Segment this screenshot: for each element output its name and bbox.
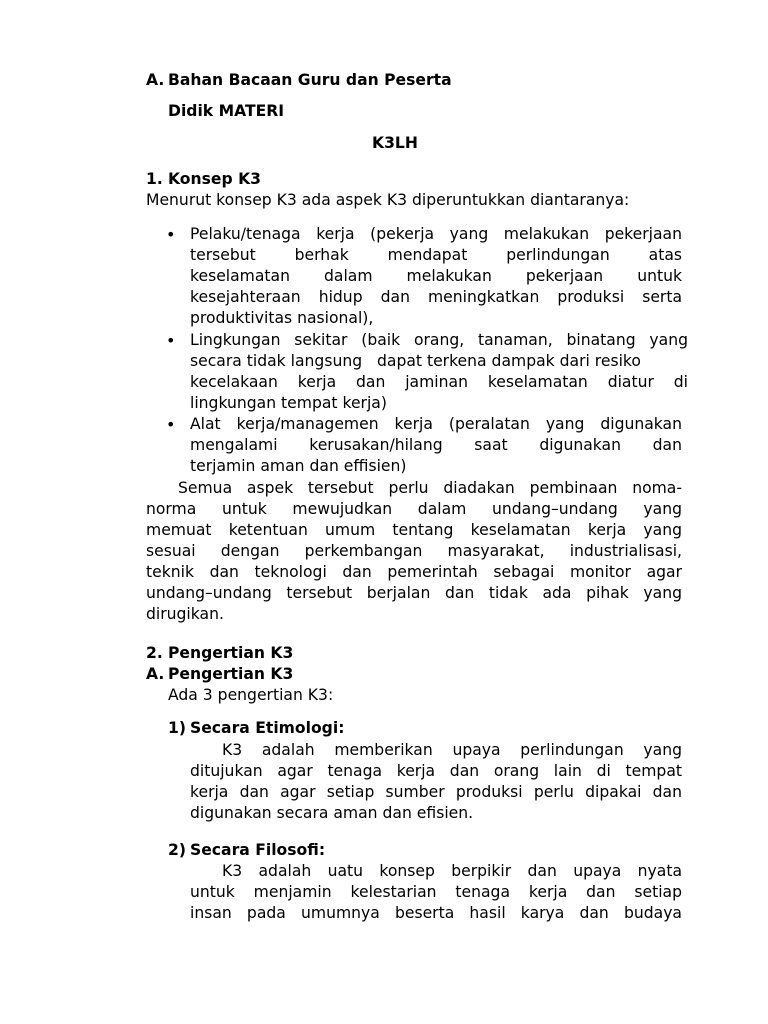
bullet2-line: secara tidak langsung dapat terkena dampak dari resiko (190, 352, 641, 370)
bullet2-line: Lingkungan sekitar (baik orang, tanaman, binatang yang (190, 331, 688, 349)
section1-intro: Menurut konsep K3 ada aspek K3 diperuntukkan diantaranya: (146, 191, 630, 209)
paragraph-line: teknik dan teknologi dan pemerintah sebagai monitor agar (146, 563, 682, 581)
item1-line: ditujukan agar tenaga kerja dan orang lain di tempat (190, 762, 682, 780)
section1-title: Konsep K3 (168, 170, 262, 188)
paragraph-line: norma untuk mewujudkan dalam undang–undang yang (146, 500, 682, 518)
heading-a-line1: Bahan Bacaan Guru dan Peserta (168, 71, 452, 89)
item2-title: Secara Filosofi: (190, 841, 326, 859)
bullet1-line: keselamatan dalam melakukan pekerjaan untuk (190, 267, 682, 285)
section2-marker: 2. (146, 644, 163, 662)
item2-marker: 2) (168, 841, 186, 859)
paragraph-line: Semua aspek tersebut perlu diadakan pembinaan noma- (178, 479, 682, 497)
bullet-icon: • (166, 331, 176, 350)
bullet1-line: kesejahteraan hidup dan meningkatkan produksi serta (190, 288, 682, 306)
bullet-icon: • (166, 225, 176, 244)
section2-sub-title: Pengertian K3 (168, 665, 294, 683)
bullet3-line: mengalami kerusakan/hilang saat digunakan dan (190, 436, 682, 454)
bullet3-line: Alat kerja/managemen kerja (peralatan yang digunakan (190, 415, 682, 433)
heading-a-marker: A. (146, 71, 165, 89)
bullet3-line: terjamin aman dan effisien) (190, 457, 407, 475)
item2-line: K3 adalah uatu konsep berpikir dan upaya nyata (222, 862, 682, 880)
section1-marker: 1. (146, 170, 163, 188)
bullet1-line: Pelaku/tenaga kerja (pekerja yang melakukan pekerjaan (190, 225, 682, 243)
item1-marker: 1) (168, 719, 186, 737)
bullet2-line: lingkungan tempat kerja) (190, 394, 387, 412)
item1-line: kerja dan agar setiap sumber produksi perlu dipakai dan (190, 783, 682, 801)
item1-line: digunakan secara aman dan efisien. (190, 804, 474, 822)
paragraph-line: undang–undang tersebut berjalan dan tidak ada pihak yang (146, 584, 682, 602)
bullet1-line: produktivitas nasional), (190, 309, 374, 327)
paragraph-line: dirugikan. (146, 605, 224, 623)
heading-a-line2: Didik MATERI (168, 102, 285, 120)
bullet2-line: kecelakaan kerja dan jaminan keselamatan diatur di (190, 373, 688, 391)
section2-title: Pengertian K3 (168, 644, 294, 662)
section2-sub-marker: A. (146, 665, 165, 683)
section2-intro: Ada 3 pengertian K3: (168, 686, 334, 704)
bullet1-line: tersebut berhak mendapat perlindungan atas (190, 246, 682, 264)
paragraph-line: memuat ketentuan umum tentang keselamatan kerja yang (146, 521, 682, 539)
item2-line: untuk menjamin kelestarian tenaga kerja dan setiap (190, 883, 682, 901)
item2-line: insan pada umumnya beserta hasil karya dan budaya (190, 904, 682, 922)
document-title: K3LH (372, 134, 418, 152)
paragraph-line: sesuai dengan perkembangan masyarakat, industrialisasi, (146, 542, 682, 560)
bullet-icon: • (166, 415, 176, 434)
item1-line: K3 adalah memberikan upaya perlindungan yang (222, 741, 682, 759)
item1-title: Secara Etimologi: (190, 719, 345, 737)
